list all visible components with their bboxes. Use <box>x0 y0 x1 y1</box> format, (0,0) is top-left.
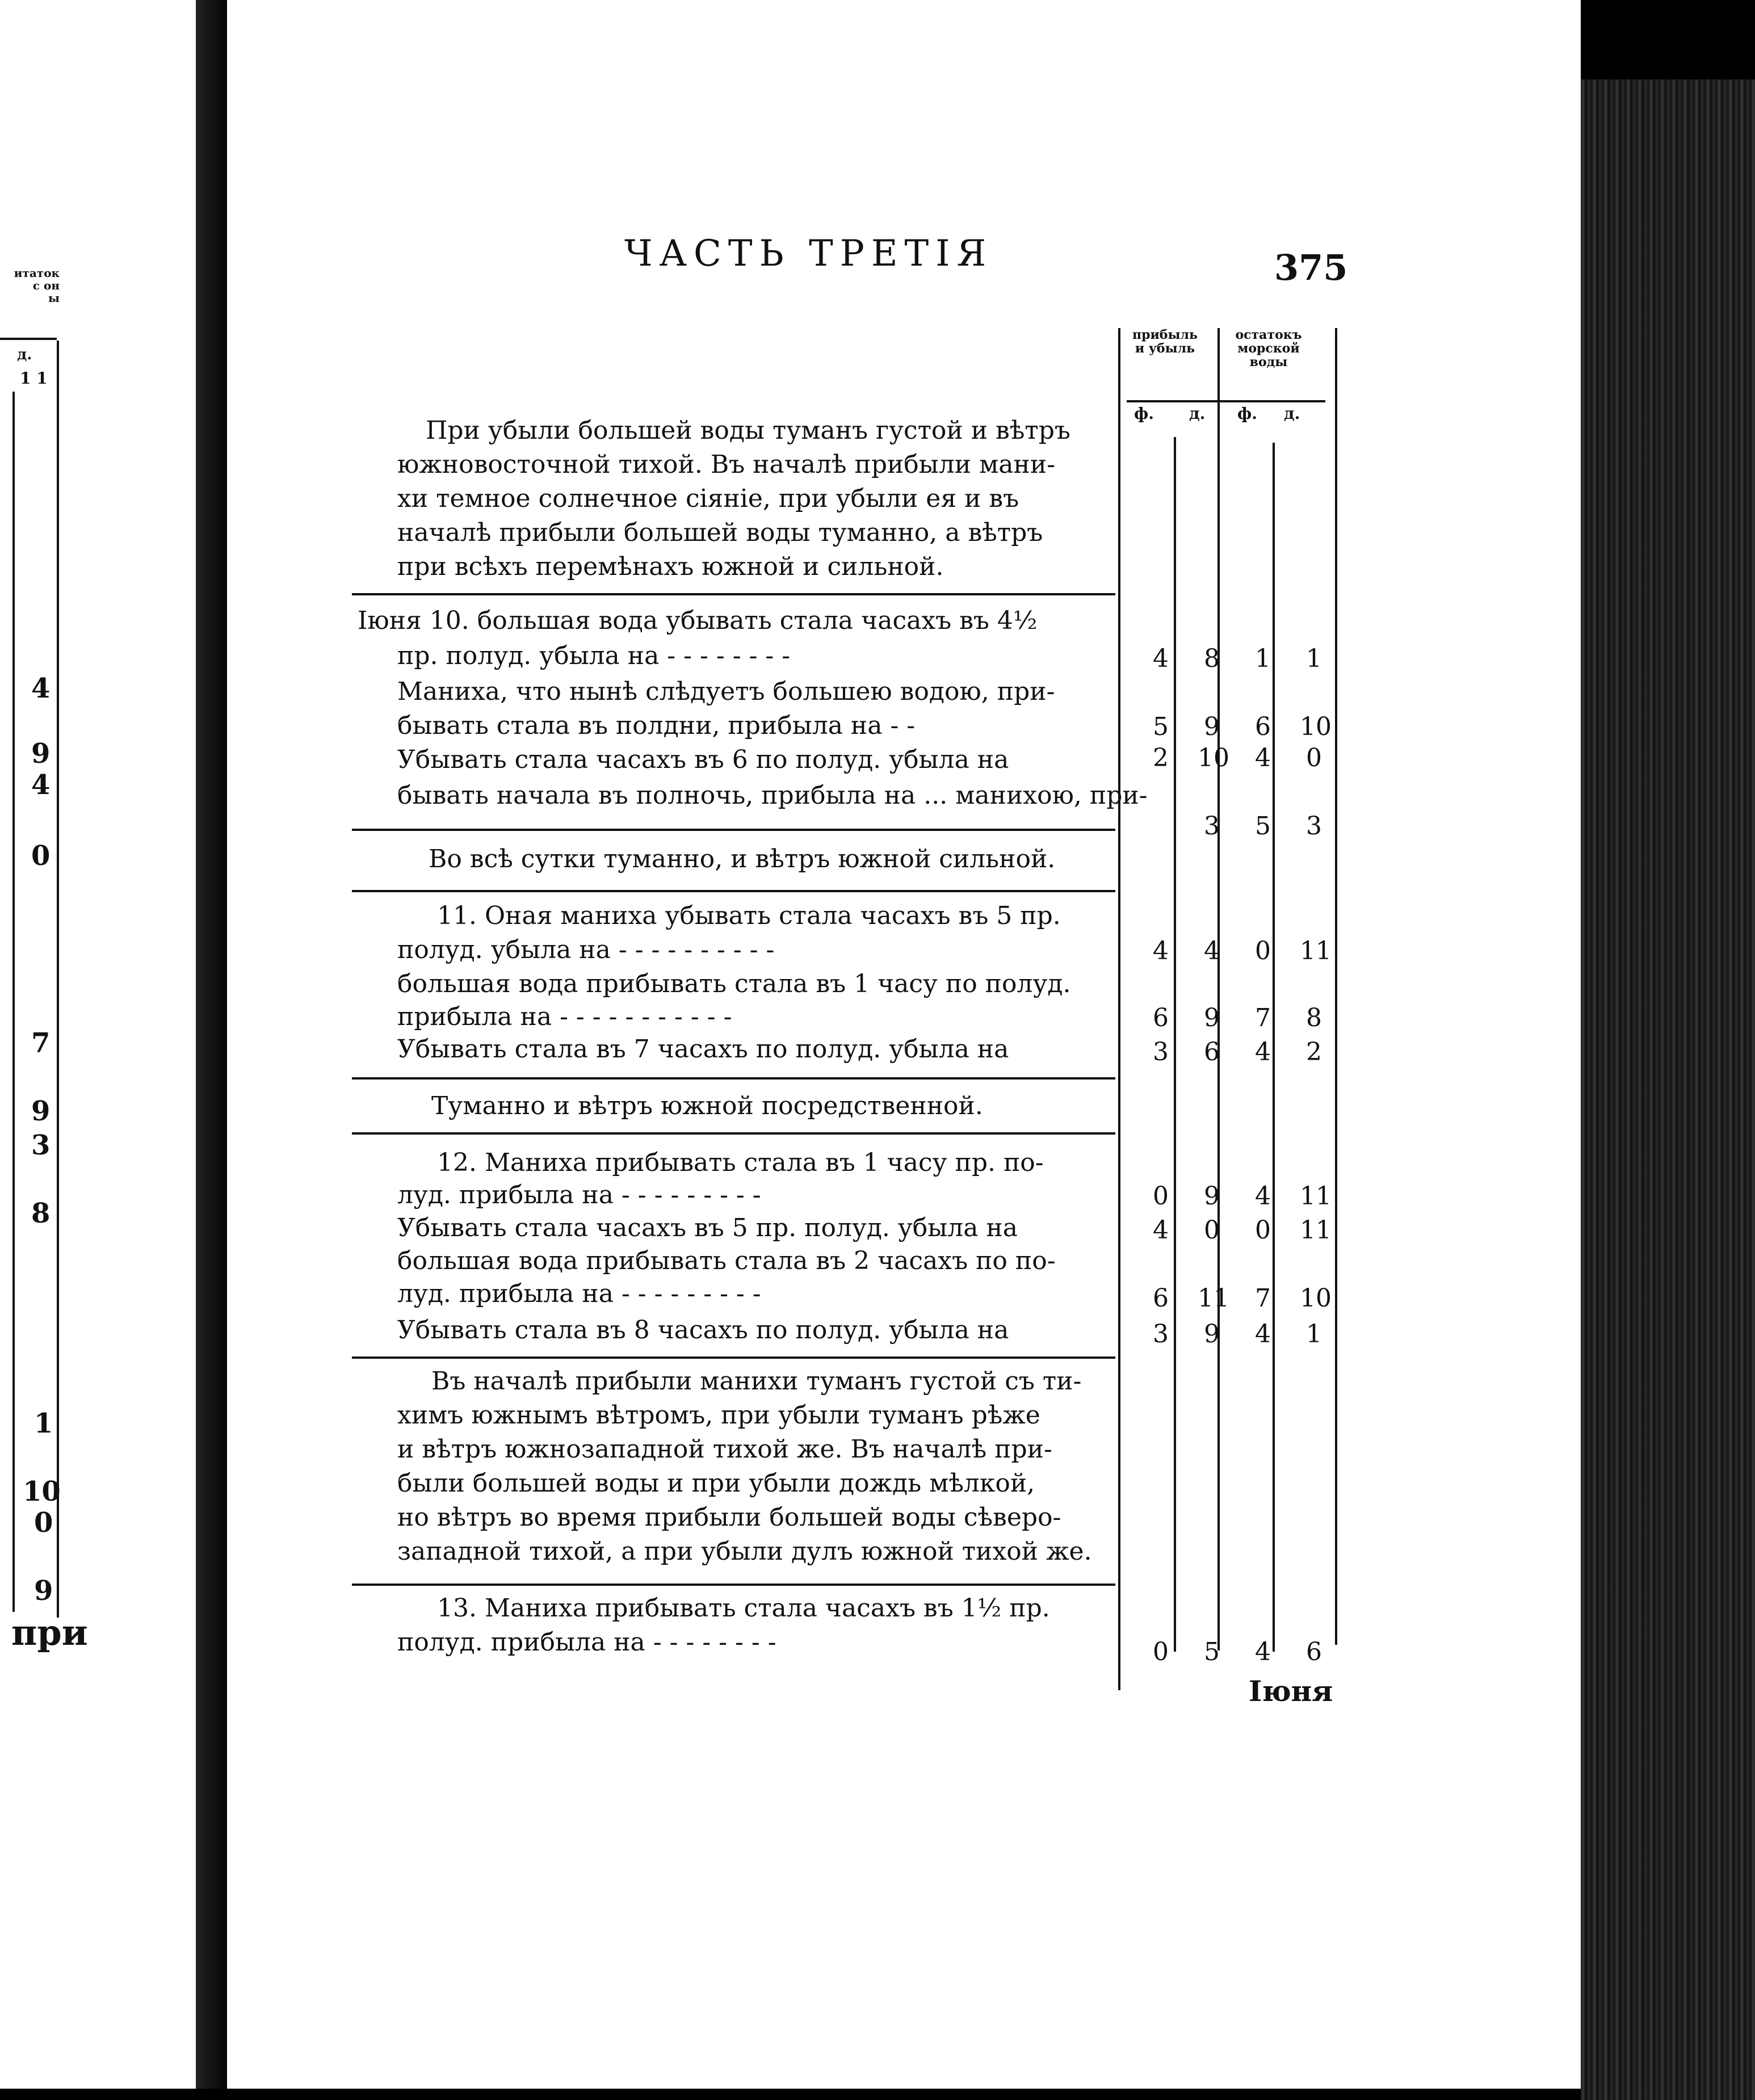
section-rule <box>352 1077 1115 1080</box>
text-line: бывать начала въ полночь, прибыла на ... манихою, при- <box>397 781 1148 810</box>
text-line: Туманно и вѣтръ южной посредственной. <box>431 1091 983 1120</box>
table-cell: 4 <box>1255 1320 1271 1349</box>
table-cell: 10 <box>1198 744 1229 772</box>
left-page-value: 0 <box>31 840 51 872</box>
table-cell: 9 <box>1204 1003 1220 1032</box>
text-line: 12. Маниха прибывать стала въ 1 часу пр. по- <box>437 1148 1044 1177</box>
section-rule <box>352 1356 1115 1359</box>
text-line: большая вода прибывать стала въ 1 часу по полуд. <box>397 969 1071 998</box>
text-line: прибыла на - - - - - - - - - - - <box>397 1002 732 1031</box>
text-line: при всѣхъ перемѣнахъ южной и сильной. <box>397 552 944 581</box>
text-line: Маниха, что нынѣ слѣдуетъ большею водою, при- <box>397 677 1055 706</box>
table-cell: 9 <box>1204 1320 1220 1349</box>
page-number: 375 <box>1274 247 1348 288</box>
table-cell: 7 <box>1255 1003 1271 1032</box>
table-cell: 4 <box>1153 936 1169 965</box>
table-cell: 6 <box>1153 1003 1169 1032</box>
table-cell: 3 <box>1153 1320 1169 1349</box>
table-cell: 5 <box>1204 1637 1220 1666</box>
table-cell: 4 <box>1153 1216 1169 1245</box>
text-line: и вѣтръ южнозападной тихой же. Въ началѣ при- <box>397 1435 1052 1464</box>
left-page-unit: д. <box>17 346 32 363</box>
section-rule <box>352 593 1115 595</box>
table-cell: 0 <box>1255 936 1271 965</box>
text-line: 11. Оная маниха убывать стала часахъ въ 5 пр. <box>437 901 1061 930</box>
text-line: 13. Маниха прибывать стала часахъ въ 1½ пр. <box>437 1594 1050 1623</box>
text-line: были большей воды и при убыли дождь мѣлкой, <box>397 1469 1035 1498</box>
text-line: Во всѣ сутки туманно, и вѣтръ южной сильной. <box>429 845 1056 873</box>
table-cell: 1 <box>1306 644 1322 673</box>
left-page-value: 0 <box>34 1507 53 1539</box>
left-page-rule <box>57 341 59 1618</box>
text-line: бывать стала въ полдни, прибыла на - - <box>397 711 916 740</box>
table-cell: 2 <box>1306 1038 1322 1066</box>
text-line: но вѣтръ во время прибыли большей воды сѣверо- <box>397 1503 1061 1532</box>
table-cell: 4 <box>1255 1038 1271 1066</box>
table-cell: 3 <box>1204 812 1220 841</box>
table-rule <box>1335 328 1337 1645</box>
text-line: полуд. прибыла на - - - - - - - - <box>397 1628 776 1657</box>
table-cell: 11 <box>1198 1284 1229 1313</box>
gutter-shadow <box>196 0 227 2089</box>
column-header-change: прибыль и убыль <box>1132 327 1198 356</box>
table-cell: 2 <box>1153 744 1169 772</box>
text-line: Убывать стала часахъ въ 5 пр. полуд. убыла на <box>397 1213 1018 1242</box>
unit-inches: д. <box>1189 404 1206 423</box>
table-cell: 6 <box>1306 1637 1322 1666</box>
unit-feet: ф. <box>1237 404 1257 423</box>
table-cell: 4 <box>1204 936 1220 965</box>
text-line: луд. прибыла на - - - - - - - - - <box>397 1279 761 1308</box>
table-cell: 3 <box>1153 1038 1169 1066</box>
table-cell: 10 <box>1300 712 1332 741</box>
text-line: пр. полуд. убыла на - - - - - - - - <box>397 641 791 670</box>
text-line: луд. прибыла на - - - - - - - - - <box>397 1181 761 1209</box>
running-head: ЧАСТЬ ТРЕТІЯ <box>624 233 993 275</box>
text-line: Убывать стала въ 7 часахъ по полуд. убыла на <box>397 1035 1009 1064</box>
text-line: южновосточной тихой. Въ началѣ прибыли мани- <box>397 450 1056 479</box>
left-page-first-value: 1 1 <box>20 369 48 388</box>
left-page <box>0 0 196 2089</box>
left-page-value: 9 <box>31 738 51 770</box>
table-cell: 9 <box>1204 712 1220 741</box>
table-cell: 4 <box>1255 1637 1271 1666</box>
table-cell: 7 <box>1255 1284 1271 1313</box>
left-page-value: 4 <box>31 769 51 801</box>
scan-border <box>1581 0 1755 79</box>
left-page-value: 9 <box>31 1095 51 1127</box>
catchword: Іюня <box>1249 1674 1333 1708</box>
left-page-rule <box>12 392 15 1612</box>
text-line: химъ южнымъ вѣтромъ, при убыли туманъ рѣже <box>397 1401 1040 1430</box>
table-cell: 0 <box>1306 744 1322 772</box>
table-cell: 0 <box>1255 1216 1271 1245</box>
table-cell: 3 <box>1306 812 1322 841</box>
left-page-column-header: итаток с он ы <box>14 266 60 305</box>
table-cell: 11 <box>1300 1216 1332 1245</box>
left-page-value: 10 <box>23 1476 61 1507</box>
left-page-value: 9 <box>34 1575 53 1607</box>
left-page-header-rule <box>0 338 57 340</box>
left-page-value: 1 <box>34 1408 53 1439</box>
left-page-value: 7 <box>31 1027 51 1059</box>
left-page-value: 3 <box>31 1129 51 1161</box>
text-line: Іюня 10. большая вода убывать стала часахъ въ 4½ <box>358 606 1038 635</box>
text-line: западной тихой, а при убыли дулъ южной тихой же. <box>397 1537 1092 1566</box>
table-cell: 11 <box>1300 936 1332 965</box>
text-line: хи темное солнечное сіяніе, при убыли ея и въ <box>397 484 1019 513</box>
column-header-rule <box>1127 400 1325 402</box>
section-rule <box>352 1132 1115 1135</box>
table-cell: 4 <box>1255 744 1271 772</box>
table-cell: 1 <box>1306 1320 1322 1349</box>
text-line: большая вода прибывать стала въ 2 часахъ по по- <box>397 1246 1056 1275</box>
table-cell: 4 <box>1153 644 1169 673</box>
table-cell: 6 <box>1204 1038 1220 1066</box>
left-page-catchword: при <box>11 1612 88 1653</box>
text-line: Въ началѣ прибыли манихи туманъ густой съ ти- <box>431 1367 1082 1396</box>
table-cell: 6 <box>1153 1284 1169 1313</box>
table-rule <box>1118 328 1120 1690</box>
text-line: Убывать стала въ 8 часахъ по полуд. убыла на <box>397 1316 1009 1345</box>
table-cell: 0 <box>1153 1637 1169 1666</box>
text-line: При убыли большей воды туманъ густой и вѣтръ <box>426 416 1070 445</box>
table-cell: 0 <box>1204 1216 1220 1245</box>
unit-inches: д. <box>1284 404 1300 423</box>
section-rule <box>352 1584 1115 1586</box>
column-header-remaining: остатокъ морской воды <box>1235 327 1302 369</box>
left-page-value: 4 <box>31 673 51 704</box>
table-cell: 8 <box>1306 1003 1322 1032</box>
unit-feet: ф. <box>1134 404 1154 423</box>
table-cell: 5 <box>1153 712 1169 741</box>
table-cell: 11 <box>1300 1182 1332 1211</box>
section-rule <box>352 890 1115 892</box>
text-line: началѣ прибыли большей воды туманно, а вѣтръ <box>397 518 1043 547</box>
left-page-value: 8 <box>31 1198 51 1229</box>
table-cell: 1 <box>1255 644 1271 673</box>
table-cell: 6 <box>1255 712 1271 741</box>
section-rule <box>352 829 1115 831</box>
table-cell: 9 <box>1204 1182 1220 1211</box>
page-edges <box>1581 79 1755 2100</box>
table-cell: 5 <box>1255 812 1271 841</box>
table-cell: 10 <box>1300 1284 1332 1313</box>
table-cell: 0 <box>1153 1182 1169 1211</box>
text-line: полуд. убыла на - - - - - - - - - - <box>397 935 775 964</box>
text-line: Убывать стала часахъ въ 6 по полуд. убыла на <box>397 745 1009 774</box>
table-cell: 4 <box>1255 1182 1271 1211</box>
table-rule <box>1217 328 1220 1650</box>
table-cell: 8 <box>1204 644 1220 673</box>
